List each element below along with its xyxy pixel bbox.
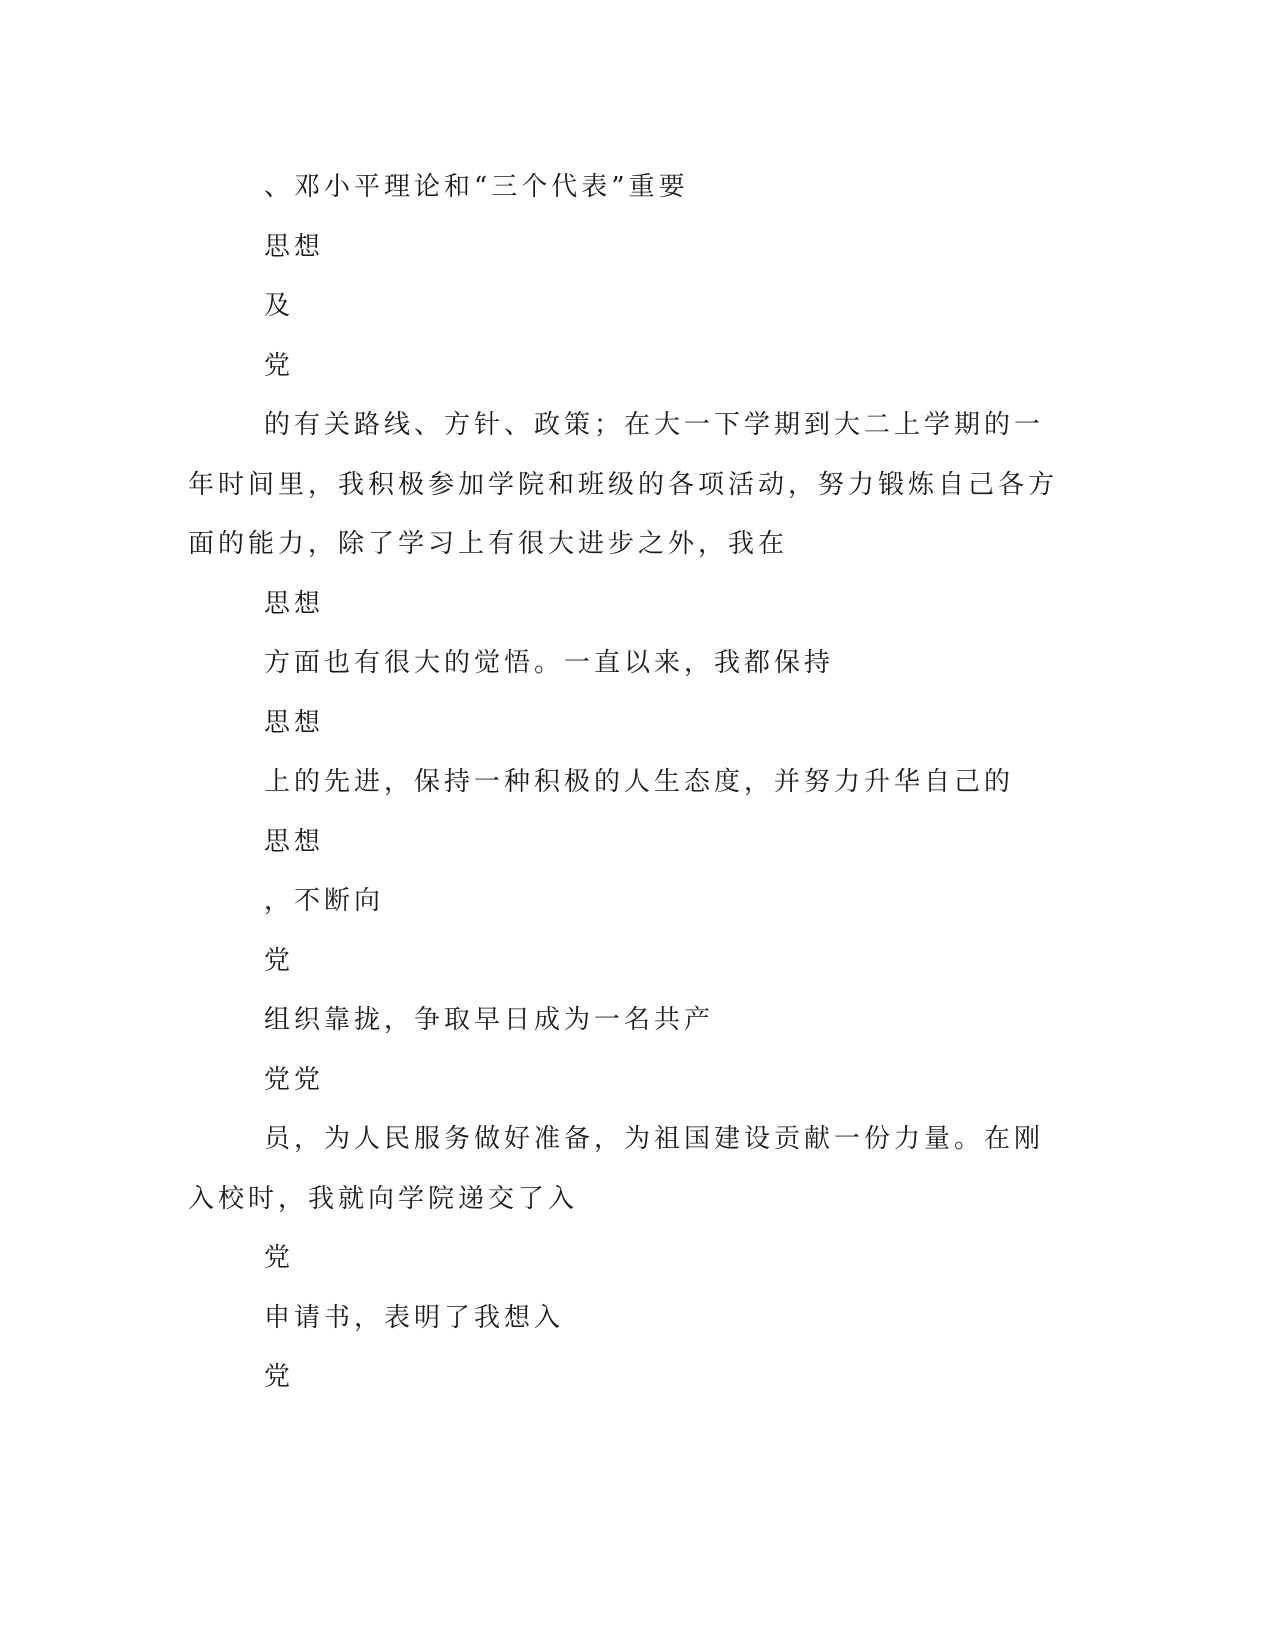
paragraph: 思想	[264, 588, 325, 619]
paragraph: 党	[264, 1243, 295, 1273]
paragraph: 组织靠拢，争取早日成为一名共产	[264, 1005, 715, 1035]
paragraph: 思想	[264, 826, 325, 857]
paragraph: 思想	[264, 231, 325, 262]
paragraph: 申请书，表明了我想入	[264, 1302, 565, 1333]
paragraph: 上的先进，保持一种积极的人生态度，并努力升华自己的	[264, 767, 1015, 797]
paragraph: 员，为人民服务做好准备，为祖国建设贡献一份力量。在刚入校时，我就向学院递交了入	[188, 1124, 1045, 1214]
paragraph: 党	[264, 1362, 295, 1392]
paragraph: 及	[264, 291, 295, 321]
paragraph: ，不断向	[264, 886, 385, 916]
paragraph: 、邓小平理论和“三个代表”重要	[264, 172, 689, 202]
paragraph: 思想	[264, 707, 325, 738]
paragraph: 的有关路线、方针、政策；在大一下学期到大二上学期的一年时间里，我积极参加学院和班级的各项活动，努力锻炼自己各方面的能力，除了学习上有很大进步之外，我在	[188, 410, 1059, 559]
paragraph: 党	[264, 350, 295, 381]
document-body	[188, 158, 1068, 1408]
paragraph: 党	[264, 945, 295, 976]
paragraph: 方面也有很大的觉悟。一直以来，我都保持	[264, 648, 835, 678]
paragraph: 党党	[264, 1064, 325, 1095]
